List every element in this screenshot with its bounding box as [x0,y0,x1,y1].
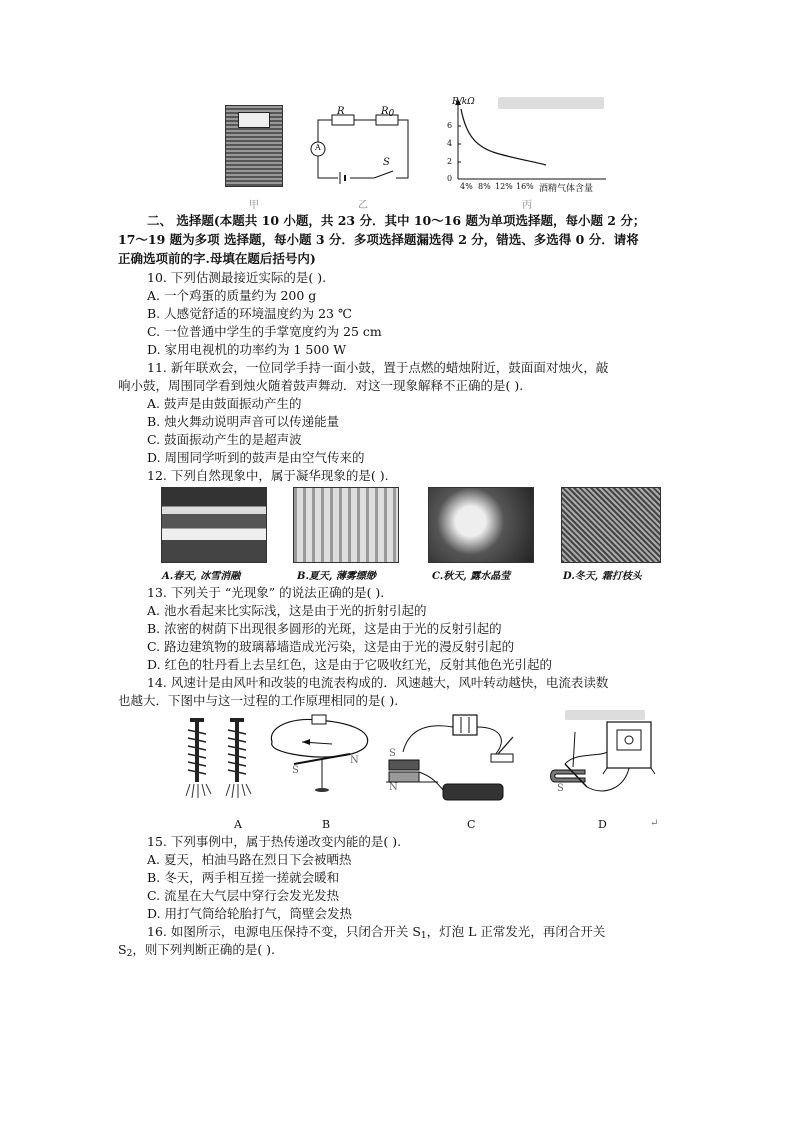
section-heading-line-3: 正确选项前的字.母填在题后括号内) [118,251,316,266]
q14-c-n-mark: N [389,782,398,793]
blurred-watermark [498,97,604,109]
graph-ylabel: R/kΩ [452,97,475,107]
q15-option-b: B. 冬天，两手相互搓一搓就会暖和 [147,870,340,885]
q15-option-a: A. 夏天，柏油马路在烈日下会被晒热 [147,852,352,867]
q12-photo-a-melting-ice [161,487,267,563]
q11-stem-line-2: 响小鼓，周围同学看到烛火随着鼓声舞动．对这一现象解释不正确的是( ). [118,378,524,393]
q14-stem-line-2: 也越大．下图中与这一过程的工作原理相同的是( ). [118,693,399,708]
q14-b-n-mark: N [350,755,359,766]
return-mark: ↵ [650,818,659,829]
q10-option-d: D. 家用电视机的功率约为 1 500 W [147,342,347,357]
figure-label-jia: 甲 [249,200,259,211]
q16-stem-line-2: $S_2$，则下列判断正确的是( ). [118,942,276,959]
resistance-graph [436,95,621,195]
graph-ytick-4: 4 [447,139,453,148]
q14-stem-line-1: 14. 风速计是由风叶和改装的电流表构成的．风速越大，风叶转动越快，电流表读数 [147,675,609,690]
q14-b-s-mark: S [292,765,299,776]
graph-ytick-6: 6 [447,121,453,130]
graph-curve [461,109,546,165]
circuit-label-ammeter: A [315,143,321,152]
q14-label-d: D [598,818,607,831]
q14-figure-b-compass-loop [262,712,377,802]
q16-stem-line-1: 16. 如图所示，电源电压保持不变，只闭合开关 $S_1$，灯泡 L 正常发光，再闭合开关 [147,924,606,941]
graph-ytick-0: 0 [447,174,453,183]
q14-label-a: A [234,818,242,831]
q14-d-s-mark: S [557,783,564,794]
q11-option-c: C. 鼓面振动产生的是超声波 [147,432,302,447]
q10-option-c: C. 一位普通中学生的手掌宽度约为 25 cm [147,324,382,339]
q12-caption-b: B.夏天, 薄雾缥缈 [297,571,376,582]
q11-stem-line-1: 11. 新年联欢会，一位同学手持一面小鼓，置于点燃的蜡烛附近，鼓面面对烛火，敲 [147,360,609,375]
section-heading-line-1: 二、 选择题(本题共 10 小题，共 23 分．其中 10～16 题为单项选择题，每小题 2 分； [147,213,646,228]
q11-option-b: B. 烛火舞动说明声音可以传递能量 [147,414,340,429]
graph-xtick-12: 12% [495,182,513,191]
q13-option-a: A. 池水看起来比实际浅，这是由于光的折射引起的 [147,603,427,618]
q13-option-b: B. 浓密的树荫下出现很多圆形的光斑，这是由于光的反射引起的 [147,621,502,636]
q13-option-d: D. 红色的牡丹看上去呈红色，这是由于它吸收红光，反射其他色光引起的 [147,657,553,672]
graph-xlabel: 酒精气体含量 [539,184,594,194]
q14-figure-a-electromagnets [180,712,260,812]
q14-figure-c-apparatus [383,712,533,812]
q12-stem: 12. 下列自然现象中，属于凝华现象的是( ). [147,468,389,483]
q12-caption-d: D.冬天, 霜打枝头 [563,571,642,582]
circuit-label-switch: S [383,157,390,168]
q15-option-d: D. 用打气筒给轮胎打气，筒壁会发热 [147,906,353,921]
graph-xtick-16: 16% [516,182,534,191]
circuit-label-r0: R0 [381,106,395,119]
q14-label-b: B [322,818,331,831]
graph-xtick-4: 4% [460,182,473,191]
circuit-label-r: R [337,106,345,117]
q11-option-d: D. 周围同学听到的鼓声是由空气传来的 [147,450,365,465]
q14-label-c: C [467,818,476,831]
q13-stem: 13. 下列关于 “光现象” 的说法正确的是( ). [147,585,385,600]
figure-label-yi: 乙 [358,200,368,211]
q12-photo-c-dew [428,487,534,563]
q12-caption-a: A.春天, 冰雪消融 [162,571,241,582]
q15-option-c: C. 流星在大气层中穿行会发光发热 [147,888,340,903]
q15-stem: 15. 下列事例中，属于热传递改变内能的是( ). [147,834,402,849]
graph-xtick-8: 8% [478,182,491,191]
q14-c-s-mark: S [389,748,396,759]
graph-ytick-2: 2 [447,157,453,166]
q10-option-b: B. 人感觉舒适的环境温度约为 23 ℃ [147,306,352,321]
q12-photo-d-frost [561,487,661,563]
section-heading-line-2: 17～19 题为多项 选择题，每小题 3 分．多项选择题漏选得 2 分，错选、多选得 0 分．请将 [118,232,639,247]
figure-label-bing: 丙 [522,200,532,211]
q12-caption-c: C.秋天, 露水晶莹 [432,571,511,582]
q13-option-c: C. 路边建筑物的玻璃幕墙造成光污染，这是由于光的漫反射引起的 [147,639,515,654]
q11-option-a: A. 鼓声是由鼓面振动产生的 [147,396,302,411]
q10-stem: 10. 下列估测最接近实际的是( ). [147,270,327,285]
q12-photo-b-mist-trees [293,487,399,563]
breathalyzer-photo [225,105,283,187]
q10-option-a: A. 一个鸡蛋的质量约为 200 g [147,288,317,303]
